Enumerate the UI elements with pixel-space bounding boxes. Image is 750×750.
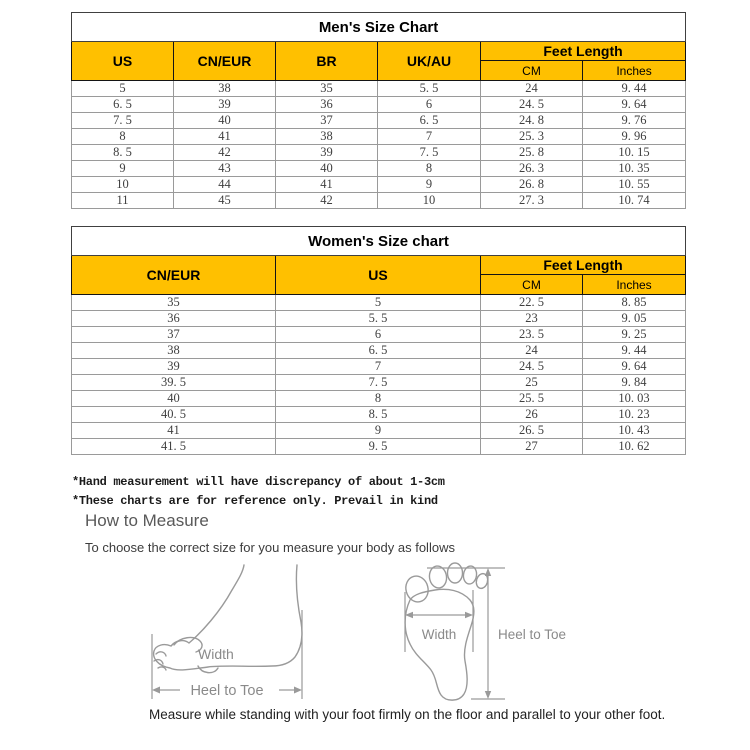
arrowhead-up: [485, 568, 491, 576]
table-cell: 39. 5: [72, 375, 276, 391]
table-cell: 9. 5: [276, 439, 481, 455]
table-cell: 23: [481, 311, 583, 327]
mens-table-header: [72, 13, 686, 81]
table-cell: 42: [174, 145, 276, 161]
table-cell: 8. 5: [276, 407, 481, 423]
table-cell: 6: [276, 327, 481, 343]
toe: [448, 563, 463, 583]
mens-chart-title: Men's Size Chart: [72, 13, 686, 42]
foot-side-view-diagram: [140, 562, 330, 707]
table-cell: 8. 5: [72, 145, 174, 161]
table-row: [72, 407, 686, 423]
table-cell: 41: [72, 423, 276, 439]
footprint-sole-outline: [405, 589, 474, 700]
table-cell: 24. 8: [481, 113, 583, 129]
table-row: [72, 193, 686, 209]
table-cell: 7. 5: [378, 145, 481, 161]
table-cell: 24: [481, 81, 583, 97]
table-cell: 7: [378, 129, 481, 145]
table-cell: 38: [174, 81, 276, 97]
table-cell: 8: [276, 391, 481, 407]
table-cell: 38: [72, 343, 276, 359]
table-cell: 39: [72, 359, 276, 375]
table-cell: 24. 5: [481, 97, 583, 113]
toe-curl: [158, 667, 166, 670]
mens-column-header-br: BR: [276, 42, 378, 81]
table-cell: 10. 62: [583, 439, 686, 455]
arrowhead-right: [465, 612, 473, 618]
arrowhead-left: [152, 687, 160, 694]
table-cell: 41: [174, 129, 276, 145]
measurement-notes: [72, 473, 445, 511]
table-row: [72, 97, 686, 113]
table-cell: 9. 25: [583, 327, 686, 343]
table-row: [72, 391, 686, 407]
note-reference: *These charts are for reference only. Prevail in kind: [72, 494, 438, 508]
foot-top-view-diagram: [395, 558, 573, 708]
table-cell: 9. 84: [583, 375, 686, 391]
measure-caption: Measure while standing with your foot firmly on the floor and parallel to your other foot.: [149, 707, 666, 722]
womens-column-header-cm: CM: [481, 275, 583, 295]
table-cell: 5. 5: [378, 81, 481, 97]
side-width-label: Width: [198, 646, 234, 662]
womens-table-body: [72, 295, 686, 455]
table-cell: 6: [378, 97, 481, 113]
table-row: [72, 81, 686, 97]
table-cell: 26. 8: [481, 177, 583, 193]
table-cell: 42: [276, 193, 378, 209]
mens-column-header-ukau: UK/AU: [378, 42, 481, 81]
table-row: [72, 375, 686, 391]
table-cell: 24: [481, 343, 583, 359]
table-row: [72, 311, 686, 327]
table-cell: 22. 5: [481, 295, 583, 311]
table-cell: 9. 05: [583, 311, 686, 327]
table-cell: 9. 76: [583, 113, 686, 129]
big-toe: [403, 574, 431, 605]
table-cell: 9: [72, 161, 174, 177]
table-cell: 5: [72, 81, 174, 97]
top-width-label: Width: [421, 627, 457, 642]
table-cell: 23. 5: [481, 327, 583, 343]
table-cell: 8: [378, 161, 481, 177]
table-cell: 36: [72, 311, 276, 327]
table-cell: 5: [276, 295, 481, 311]
table-cell: 5. 5: [276, 311, 481, 327]
mens-size-chart-table: [71, 12, 686, 209]
note-discrepancy: *Hand measurement will have discrepancy of about 1-3cm: [72, 475, 445, 489]
table-cell: 6. 5: [276, 343, 481, 359]
table-cell: 10. 74: [583, 193, 686, 209]
table-cell: 10. 15: [583, 145, 686, 161]
table-cell: 6. 5: [72, 97, 174, 113]
toe-curl: [156, 652, 166, 656]
table-cell: 45: [174, 193, 276, 209]
table-cell: 40: [72, 391, 276, 407]
table-cell: 41: [276, 177, 378, 193]
table-row: [72, 161, 686, 177]
table-cell: 27. 3: [481, 193, 583, 209]
table-cell: 26: [481, 407, 583, 423]
table-cell: 40. 5: [72, 407, 276, 423]
table-cell: 10. 03: [583, 391, 686, 407]
table-cell: 9. 96: [583, 129, 686, 145]
table-cell: 41. 5: [72, 439, 276, 455]
table-cell: 40: [174, 113, 276, 129]
top-heel-to-toe-label: Heel to Toe: [498, 627, 567, 642]
table-row: [72, 423, 686, 439]
table-cell: 37: [276, 113, 378, 129]
table-row: [72, 359, 686, 375]
table-cell: 25. 5: [481, 391, 583, 407]
table-row: [72, 113, 686, 129]
table-cell: 35: [72, 295, 276, 311]
table-cell: 8: [72, 129, 174, 145]
table-cell: 25. 8: [481, 145, 583, 161]
table-cell: 24. 5: [481, 359, 583, 375]
table-row: [72, 439, 686, 455]
table-cell: 9. 44: [583, 343, 686, 359]
table-cell: 11: [72, 193, 174, 209]
table-cell: 27: [481, 439, 583, 455]
how-to-measure-subtitle: To choose the correct size for you measure your body as follows: [85, 540, 455, 555]
womens-size-chart-table: [71, 226, 686, 455]
mens-column-header-cm: CM: [481, 61, 583, 81]
womens-chart-title: Women's Size chart: [72, 227, 686, 256]
table-cell: 39: [174, 97, 276, 113]
table-cell: 10: [72, 177, 174, 193]
table-cell: 9: [276, 423, 481, 439]
table-cell: 25: [481, 375, 583, 391]
table-cell: 40: [276, 161, 378, 177]
table-row: [72, 145, 686, 161]
mens-column-header-cneur: CN/EUR: [174, 42, 276, 81]
table-cell: 9. 64: [583, 359, 686, 375]
table-cell: 9: [378, 177, 481, 193]
table-cell: 10. 43: [583, 423, 686, 439]
table-cell: 10. 55: [583, 177, 686, 193]
mens-column-header-us: US: [72, 42, 174, 81]
table-cell: 44: [174, 177, 276, 193]
table-row: [72, 295, 686, 311]
mens-column-header-feet-length: Feet Length: [481, 42, 686, 61]
table-cell: 9. 64: [583, 97, 686, 113]
mens-table-body: [72, 81, 686, 209]
womens-column-header-cneur: CN/EUR: [72, 256, 276, 295]
how-to-measure-heading: How to Measure: [85, 511, 209, 530]
table-row: [72, 343, 686, 359]
womens-table-header: [72, 227, 686, 295]
arrowhead-right: [294, 687, 302, 694]
womens-column-header-us: US: [276, 256, 481, 295]
table-cell: 39: [276, 145, 378, 161]
womens-column-header-inches: Inches: [583, 275, 686, 295]
table-cell: 26. 3: [481, 161, 583, 177]
table-cell: 7. 5: [276, 375, 481, 391]
table-cell: 43: [174, 161, 276, 177]
table-cell: 36: [276, 97, 378, 113]
table-cell: 7: [276, 359, 481, 375]
table-cell: 37: [72, 327, 276, 343]
womens-column-header-feet-length: Feet Length: [481, 256, 686, 275]
table-cell: 10. 23: [583, 407, 686, 423]
table-cell: 7. 5: [72, 113, 174, 129]
table-cell: 35: [276, 81, 378, 97]
side-heel-to-toe-label: Heel to Toe: [190, 683, 264, 699]
table-cell: 10: [378, 193, 481, 209]
table-cell: 9. 44: [583, 81, 686, 97]
table-cell: 6. 5: [378, 113, 481, 129]
table-cell: 26. 5: [481, 423, 583, 439]
table-row: [72, 327, 686, 343]
table-cell: 10. 35: [583, 161, 686, 177]
table-cell: 38: [276, 129, 378, 145]
table-cell: 25. 3: [481, 129, 583, 145]
table-row: [72, 129, 686, 145]
table-row: [72, 177, 686, 193]
mens-column-header-inches: Inches: [583, 61, 686, 81]
arrowhead-down: [485, 691, 491, 699]
table-cell: 8. 85: [583, 295, 686, 311]
